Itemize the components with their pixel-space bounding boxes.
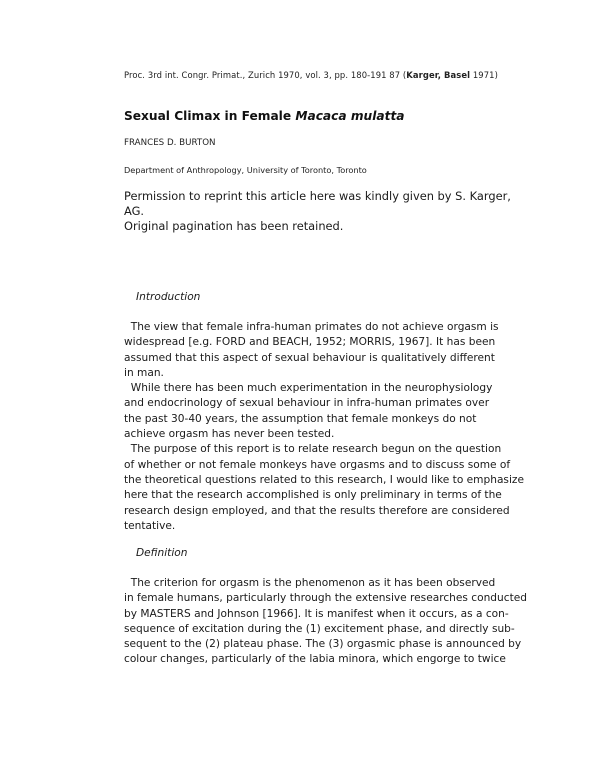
text-line: the past 30-40 years, the assumption that female monkeys do not [124, 412, 477, 425]
text-line: sequent to the (2) plateau phase. The (3) orgasmic phase is announced by [124, 638, 522, 651]
title-species: Macaca mulatta [295, 109, 405, 123]
title-prefix: Sexual Climax in Female [124, 109, 296, 123]
text-line: research design employed, and that the results therefore are considered [124, 504, 510, 517]
author-name: FRANCES D. BURTON [124, 138, 216, 148]
definition-body [124, 576, 584, 668]
text-line: by MASTERS and Johnson [1966]. It is manifest when it occurs, as a con- [124, 607, 509, 620]
text-line: sequence of excitation during the (1) excitement phase, and directly sub- [124, 622, 515, 635]
text-line: widespread [e.g. FORD and BEACH, 1952; MORRIS, 1967]. It has been [124, 336, 496, 349]
citation-text: Proc. 3rd int. Congr. Primat., Zurich 1970, vol. 3, pp. 180-191 87 ( [124, 70, 407, 80]
text-line: the theoretical questions related to this research, I would like to emphasize [124, 473, 524, 486]
introduction-body [124, 320, 584, 534]
text-line: achieve orgasm has never been tested. [124, 428, 335, 441]
permission-line: Permission to reprint this article here was kindly given by S. Karger, [124, 189, 511, 203]
section-heading-definition: Definition [136, 547, 188, 559]
text-line: here that the research accomplished is only preliminary in terms of the [124, 489, 502, 502]
permission-line: AG. [124, 204, 145, 218]
citation-year: 1971) [470, 70, 498, 80]
text-line: The criterion for orgasm is the phenomenon as it has been observed [124, 577, 496, 589]
text-line: colour changes, particularly of the labia minora, which engorge to twice [124, 653, 506, 666]
permission-line: Original pagination has been retained. [124, 219, 344, 233]
text-line: assumed that this aspect of sexual behaviour is qualitatively different [124, 351, 495, 364]
citation-line [124, 70, 498, 80]
text-line: While there has been much experimentation in the neurophysiology [124, 382, 493, 395]
text-line: The purpose of this report is to relate research begun on the question [124, 443, 502, 456]
citation-publisher: Karger, Basel [406, 70, 471, 80]
permission-note [124, 189, 564, 234]
text-line: in man. [124, 366, 164, 379]
text-line: of whether or not female monkeys have orgasms and to discuss some of [124, 458, 511, 471]
article-title [124, 109, 405, 123]
text-line: The view that female infra-human primates do not achieve orgasm is [124, 321, 499, 333]
author-affiliation: Department of Anthropology, University of Toronto, Toronto [124, 165, 367, 175]
text-line: and endocrinology of sexual behaviour in infra-human primates over [124, 397, 490, 410]
text-line: in female humans, particularly through the extensive researches conducted [124, 592, 527, 605]
section-heading-introduction: Introduction [136, 291, 201, 303]
text-line: tentative. [124, 519, 176, 532]
